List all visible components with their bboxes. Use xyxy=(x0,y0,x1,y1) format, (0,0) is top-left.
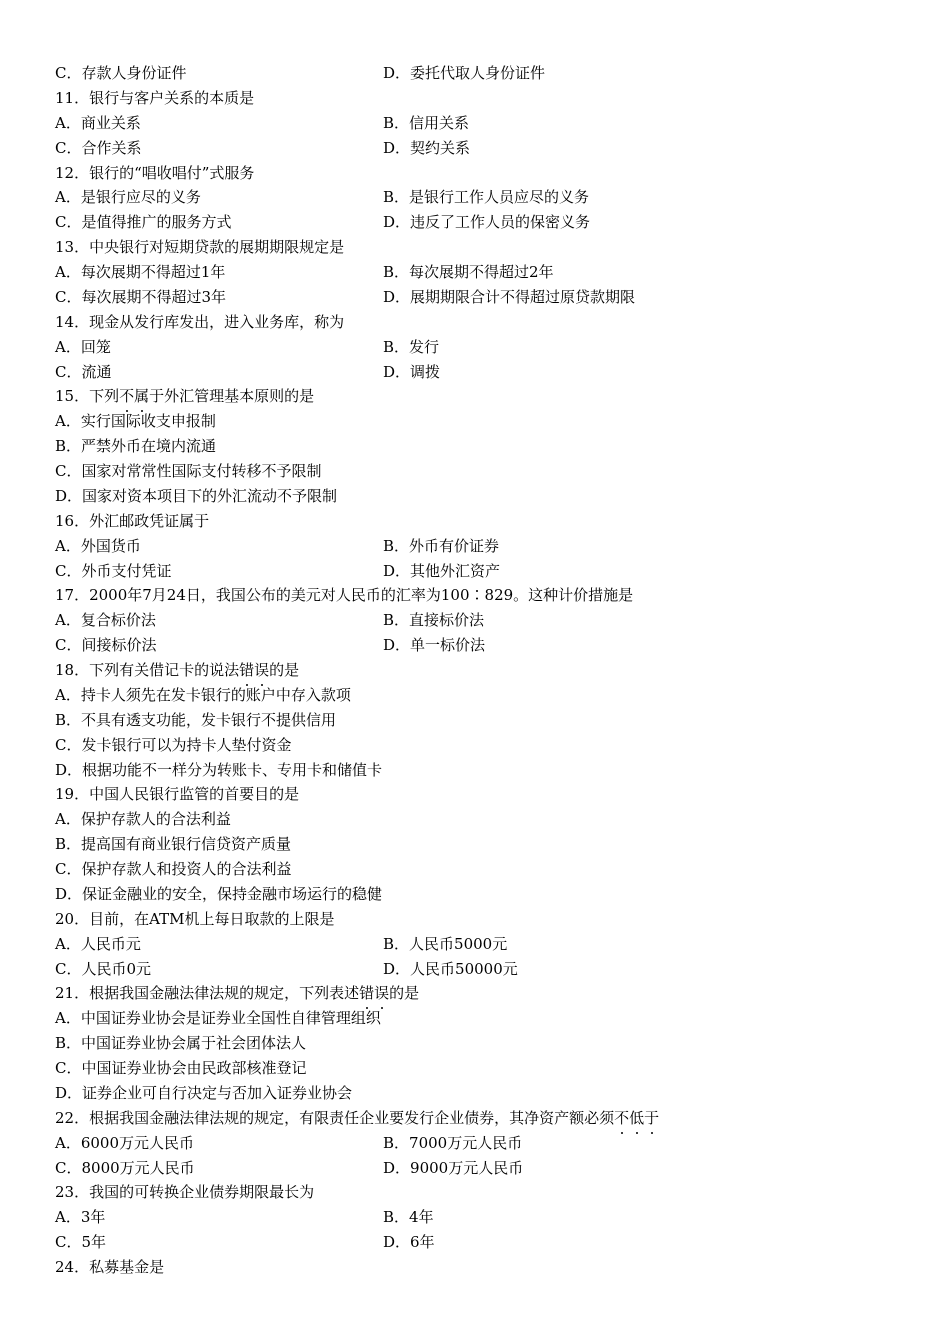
option-right: D．其他外汇资产 xyxy=(383,561,501,580)
option-text: D．证券企业可自行决定与否加入证券业协会 xyxy=(55,1083,353,1102)
option-line xyxy=(55,1056,915,1081)
question-text: 11．银行与客户关系的本质是 xyxy=(55,88,255,107)
question-stem xyxy=(55,907,915,932)
option-row xyxy=(55,1205,915,1230)
option-line xyxy=(55,807,915,832)
emphasis-dots: 错误 xyxy=(359,984,389,1002)
option-left: A．回笼 xyxy=(55,337,111,356)
option-left: C．外币支付凭证 xyxy=(55,561,172,580)
question-text: 23．我国的可转换企业债券期限最长为 xyxy=(55,1183,315,1202)
option-text: B．中国证券业协会属于社会团体法人 xyxy=(55,1034,307,1053)
option-row xyxy=(55,1230,915,1255)
option-left: C．流通 xyxy=(55,362,112,381)
question-text: 17．2000年7月24日，我国公布的美元对人民币的汇率为100∶829。这种计价措施是 xyxy=(55,586,634,605)
option-right: B．7000万元人民币 xyxy=(383,1133,523,1152)
question-text: 20．目前，在ATM机上每日取款的上限是 xyxy=(55,909,335,928)
emphasis-dots: 不低于 xyxy=(614,1109,659,1127)
option-text: C．国家对常常性国际支付转移不予限制 xyxy=(55,462,322,480)
question-stem xyxy=(55,1180,915,1205)
option-left: C．5年 xyxy=(55,1233,107,1252)
option-left: C．合作关系 xyxy=(55,138,142,157)
option-text: B．提高国有商业银行信贷资产质量 xyxy=(55,835,292,854)
option-text: A．中国证券业协会是证券业全国性自律管理组织 xyxy=(55,1009,381,1028)
emphasis-dots: 不属 xyxy=(119,387,149,405)
question-stem xyxy=(55,161,915,186)
option-right: D．违反了工作人员的保密义务 xyxy=(383,213,591,232)
option-text: C．中国证券业协会由民政部核准登记 xyxy=(55,1059,307,1077)
option-left: A．6000万元人民币 xyxy=(55,1133,195,1152)
option-right: B．4年 xyxy=(383,1208,434,1227)
option-right: D．契约关系 xyxy=(383,138,471,157)
option-right: B．外币有价证券 xyxy=(383,536,500,555)
option-right: D．6年 xyxy=(383,1233,435,1252)
option-row xyxy=(55,260,915,285)
option-text: B．不具有透支功能，发卡银行不提供信用 xyxy=(55,710,337,729)
option-right: B．人民币5000元 xyxy=(383,934,508,953)
question-stem xyxy=(55,384,915,409)
option-right: D．展期期限合计不得超过原贷款期限 xyxy=(383,287,636,306)
option-right: D．9000万元人民币 xyxy=(383,1158,524,1177)
option-line xyxy=(55,857,915,882)
question-text: 12．银行的“唱收唱付”式服务 xyxy=(55,163,255,182)
question-stem xyxy=(55,658,915,683)
option-row xyxy=(55,1131,915,1156)
option-text: C．保护存款人和投资人的合法利益 xyxy=(55,860,292,878)
option-row xyxy=(55,534,915,559)
option-line xyxy=(55,708,915,733)
option-row xyxy=(55,136,915,161)
option-left: A．外国货币 xyxy=(55,536,141,555)
question-text: 18．下列有关借记卡的说法错误的是 xyxy=(55,658,299,683)
question-text: 14．现金从发行库发出，进入业务库，称为 xyxy=(55,312,345,331)
option-row xyxy=(55,285,915,310)
question-stem xyxy=(55,86,915,111)
option-line xyxy=(55,758,915,783)
option-right: B．直接标价法 xyxy=(383,611,485,630)
option-row xyxy=(55,559,915,584)
option-line xyxy=(55,459,915,484)
option-left: C．8000万元人民币 xyxy=(55,1158,195,1177)
option-row xyxy=(55,61,915,86)
option-right: B．是银行工作人员应尽的义务 xyxy=(383,188,590,207)
question-stem xyxy=(55,583,915,608)
option-line xyxy=(55,409,915,434)
option-row xyxy=(55,932,915,957)
question-text: 21．根据我国金融法律法规的规定，下列表述错误的是 xyxy=(55,981,419,1006)
option-text: B．严禁外币在境内流通 xyxy=(55,437,217,456)
option-right: D．调拨 xyxy=(383,362,441,381)
option-row xyxy=(55,111,915,136)
option-text: D．根据功能不一样分为转账卡、专用卡和储值卡 xyxy=(55,760,383,779)
question-text: 22．根据我国金融法律法规的规定，有限责任企业要发行企业债券，其净资产额必须不低于 xyxy=(55,1106,659,1131)
option-line xyxy=(55,1081,915,1106)
question-text: 15．下列不属于外汇管理基本原则的是 xyxy=(55,384,314,409)
option-left: C．每次展期不得超过3年 xyxy=(55,287,227,306)
question-text: 19．中国人民银行监管的首要目的是 xyxy=(55,785,300,804)
option-line xyxy=(55,484,915,509)
question-stem xyxy=(55,1106,915,1131)
option-left: C．是值得推广的服务方式 xyxy=(55,213,232,232)
option-line xyxy=(55,683,915,708)
option-text: D．保证金融业的安全，保持金融市场运行的稳健 xyxy=(55,884,383,903)
option-right: B．信用关系 xyxy=(383,113,470,132)
option-row xyxy=(55,1156,915,1181)
question-stem xyxy=(55,310,915,335)
option-left: A．人民币元 xyxy=(55,934,141,953)
option-left: A．3年 xyxy=(55,1208,106,1227)
option-row xyxy=(55,608,915,633)
option-line xyxy=(55,434,915,459)
option-row xyxy=(55,360,915,385)
option-line xyxy=(55,832,915,857)
option-left: C．存款人身份证件 xyxy=(55,64,187,82)
option-right: D．人民币50000元 xyxy=(383,959,518,978)
option-right: B．每次展期不得超过2年 xyxy=(383,263,554,281)
option-row xyxy=(55,633,915,658)
option-text: A．持卡人须先在发卡银行的账户中存入款项 xyxy=(55,685,351,704)
option-left: C．间接标价法 xyxy=(55,636,157,655)
option-line xyxy=(55,882,915,907)
question-stem xyxy=(55,1255,915,1280)
option-text: A．实行国际收支申报制 xyxy=(55,412,216,431)
option-line xyxy=(55,1031,915,1056)
question-text: 13．中央银行对短期贷款的展期期限规定是 xyxy=(55,238,345,257)
option-left: A．每次展期不得超过1年 xyxy=(55,263,226,281)
option-row xyxy=(55,335,915,360)
emphasis-dots: 错误 xyxy=(239,661,269,679)
option-line xyxy=(55,1006,915,1031)
option-left: A．商业关系 xyxy=(55,113,141,132)
question-list xyxy=(55,61,915,1280)
option-right: B．发行 xyxy=(383,337,440,356)
option-left: C．人民币0元 xyxy=(55,959,152,978)
question-stem xyxy=(55,782,915,807)
option-left: A．是银行应尽的义务 xyxy=(55,188,201,207)
option-row xyxy=(55,185,915,210)
option-line xyxy=(55,733,915,758)
option-text: D．国家对资本项目下的外汇流动不予限制 xyxy=(55,486,338,505)
option-row xyxy=(55,957,915,982)
option-text: C．发卡银行可以为持卡人垫付资金 xyxy=(55,735,292,754)
question-stem xyxy=(55,235,915,260)
option-left: A．复合标价法 xyxy=(55,611,156,630)
option-right: D．单一标价法 xyxy=(383,636,486,655)
question-stem xyxy=(55,509,915,534)
option-right: D．委托代取人身份证件 xyxy=(383,64,546,82)
question-text: 16．外汇邮政凭证属于 xyxy=(55,511,210,530)
option-row xyxy=(55,210,915,235)
option-text: A．保护存款人的合法利益 xyxy=(55,810,231,829)
question-stem xyxy=(55,981,915,1006)
question-text: 24．私募基金是 xyxy=(55,1258,165,1276)
